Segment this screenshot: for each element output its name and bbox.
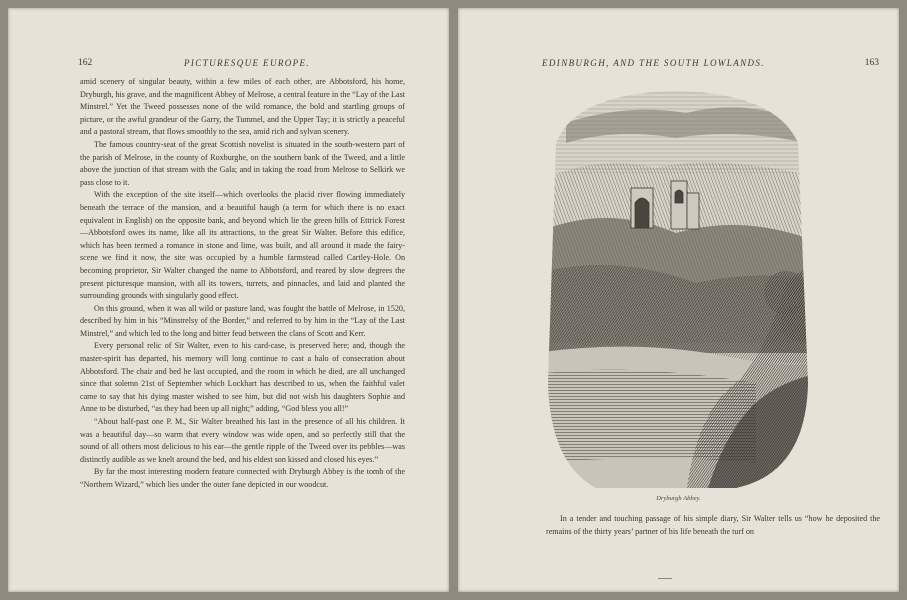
dryburgh-abbey-engraving bbox=[536, 83, 820, 495]
engraving-caption: Dryburgh Abbey. bbox=[656, 495, 701, 502]
paragraph: In a tender and touching passage of his simple diary, Sir Walter tells us “how he deposited the remains of the thirty years’ partner of his life beneath the turf on bbox=[546, 514, 880, 536]
paragraph: On this ground, when it was all wild or pasture land, was fought the battle of Melrose, in 1520, described by him in his “Minstrelsy of the Border,” and referred to by him in the “Lay of the Last Minstrel,” and which led to the long and bitter feud between the clans of Scott and Kerr. bbox=[80, 303, 405, 338]
paragraph: Every personal relic of Sir Walter, even to his card-case, is preserved here; and, though the master-spirit has departed, his memory will long continue to cast a halo of consecration about Abbotsford. The chair and bed he last occupied, and the room in which he died, are all unchanged since that solemn 21st of September which Lockhart has described to us, when the faithful valet came to say that his dying master wished to see him, but did not wish his daughters Sophie and Anne to be disturbed, “as they had been up all night;” adding, “God bless you all!” bbox=[80, 341, 405, 414]
footer-rule bbox=[658, 578, 672, 579]
paragraph: “About half-past one P. M., Sir Walter breathed his last in the presence of all his children. It was a beautiful day—so warm that every window was wide open, and so perfectly still that the sound of all others most delicious to his ear—the gentle ripple of the Tweed over its pebbles—was distinctly audible as we knelt around the bed, and his eldest son kissed and closed his eyes.” bbox=[80, 417, 405, 464]
left-page-header bbox=[78, 58, 421, 72]
left-page-number: 162 bbox=[78, 58, 93, 68]
right-page-number: 163 bbox=[864, 58, 879, 68]
paragraph: By far the most interesting modern feature connected with Dryburgh Abbey is the tomb of the “Northern Wizard,” which lies under the outer fane depicted in our woodcut. bbox=[80, 467, 405, 489]
right-page-header bbox=[538, 58, 879, 72]
right-page bbox=[458, 8, 899, 592]
paragraph: With the exception of the site itself—which overlooks the placid river flowing immediately beneath the terrace of the mansion, and a beautiful haugh (a term for which there is no exact equivalent in English) on the opposite bank, and beyond which lie the green hills of Ettrick Forest—Abbotsford owes its name, like all its attractions, to the great Sir Walter. Before this edifice, which has been termed a romance in stone and lime, was built, and all around it made the fairy-scene we find it now, the site was occupied by a humble farmstead called Cartley-Hole. On becoming proprietor, Sir Walter changed the name to Abbotsford, and reared by slow degrees the present picturesque mansion, with all its towers, turrets, and pinnacles, and laid and planted the surrounding grounds with singularly good effect. bbox=[80, 190, 405, 301]
left-body-text bbox=[80, 76, 405, 492]
paragraph: amid scenery of singular beauty, within a few miles of each other, are Abbotsford, his home, Dryburgh, his grave, and the magnificent Abbey of Melrose, a central feature in the “Lay of the Last Minstrel.” Yet the Tweed possesses none of the wild romance, the bold and startling groups of picture, or the awful grandeur of the Garry, the Tummel, and the Upper Tay; it is strictly a peaceful and a pastoral stream, that flows smoothly to the sea, amid rich and sylvan scenery. bbox=[80, 77, 405, 137]
paragraph: The famous country-seat of the great Scottish novelist is situated in the south-western part of the parish of Melrose, in the county of Roxburghe, on the southern bank of the Tweed, and a little above the junction of that stream with the Gala; and in taking the road from Melrose to Selkirk we pass close to it. bbox=[80, 139, 405, 187]
left-running-title: PICTURESQUE EUROPE. bbox=[184, 58, 311, 68]
right-body-text bbox=[546, 513, 880, 538]
right-running-title: EDINBURGH, AND THE SOUTH LOWLANDS. bbox=[542, 58, 765, 68]
left-page bbox=[8, 8, 449, 592]
